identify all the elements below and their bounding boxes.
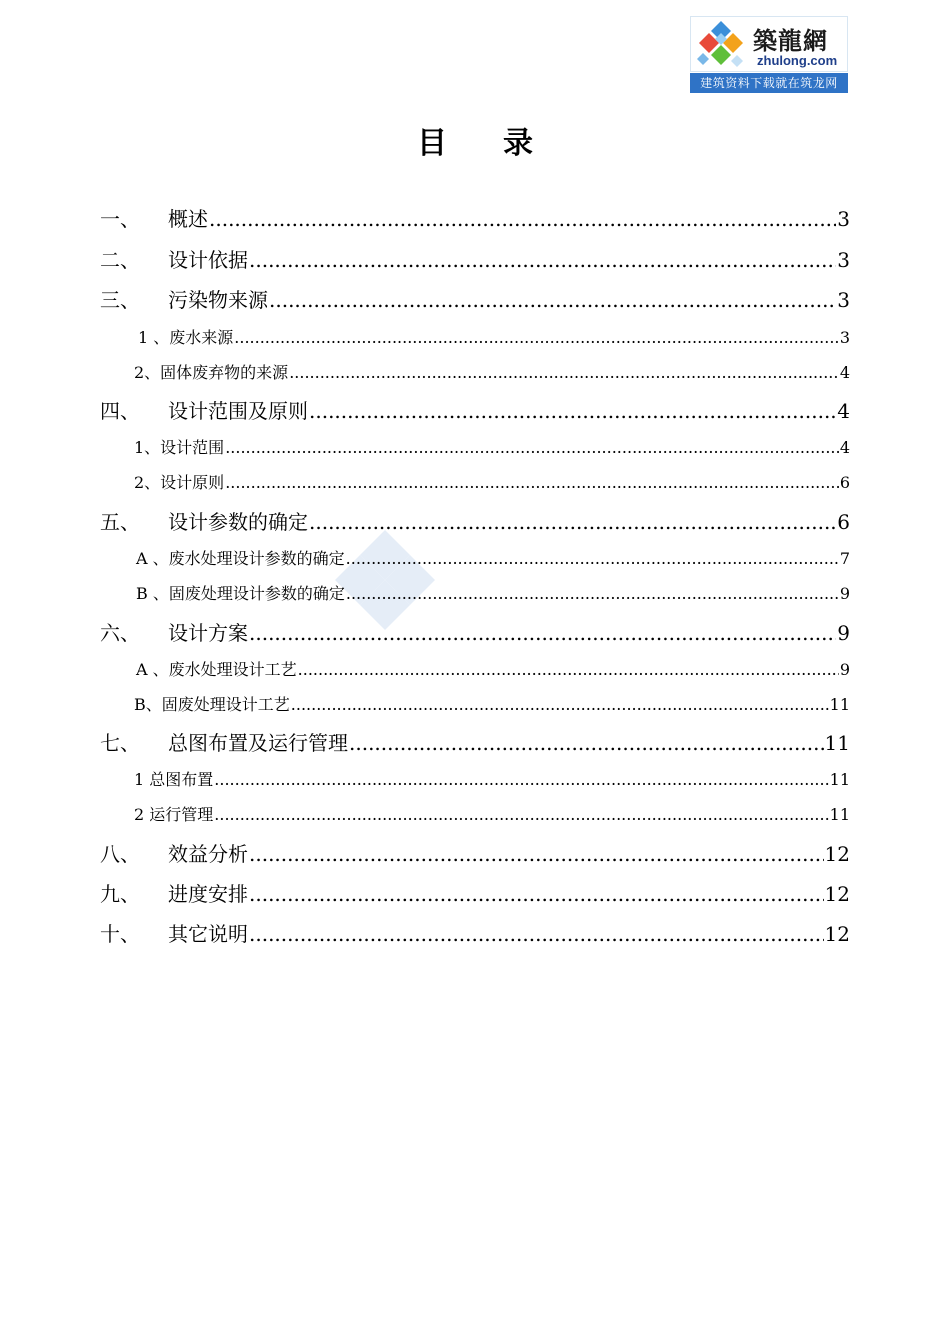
toc-dot-leader: [309, 399, 836, 423]
toc-entry-page: 11: [829, 695, 850, 714]
toc-entry-title: B 、固废处理设计参数的确定: [136, 584, 345, 603]
toc-entry-number: 七、: [100, 731, 140, 755]
page-title: [0, 118, 950, 162]
toc-entry-number: 八、: [100, 842, 140, 866]
toc-entry-page: 3: [839, 328, 850, 347]
toc-entry-title: A 、废水处理设计工艺: [136, 660, 297, 679]
toc-entry-page: 3: [837, 248, 850, 272]
toc-dot-leader: [298, 660, 839, 679]
toc-entry[interactable]: [134, 435, 850, 457]
toc-entry[interactable]: [136, 581, 850, 603]
toc-entry-page: 6: [837, 510, 850, 534]
toc-dot-leader: [249, 621, 836, 645]
toc-entry-page: 9: [837, 621, 850, 645]
logo-panel: [690, 16, 848, 72]
toc-entry-title: 设计范围及原则: [168, 399, 308, 423]
toc-dot-leader: [225, 473, 839, 492]
toc-entry[interactable]: [136, 657, 850, 679]
toc-entry-number: 四、: [100, 399, 140, 423]
toc-entry-title: B、固废处理设计工艺: [134, 695, 290, 714]
toc-entry-title: 总图布置及运行管理: [168, 731, 348, 755]
toc-entry-number: 二、: [100, 248, 140, 272]
logo-name: 築龍網: [753, 26, 828, 55]
toc-entry-page: 6: [839, 473, 850, 492]
toc-entry-page: 9: [839, 660, 850, 679]
toc-entry-title: 设计方案: [168, 621, 248, 645]
toc-entry[interactable]: [100, 506, 850, 534]
toc-entry[interactable]: [134, 470, 850, 492]
toc-entry-title: 2 运行管理: [134, 805, 214, 824]
toc-entry[interactable]: [100, 395, 850, 423]
toc-entry-number: 五、: [100, 510, 140, 534]
toc-entry-title: 效益分析: [168, 842, 248, 866]
toc-entry-title: A 、废水处理设计参数的确定: [136, 549, 345, 568]
toc-entry[interactable]: [134, 767, 850, 789]
logo-domain: zhulong.com: [757, 53, 838, 68]
toc-dot-leader: [269, 288, 836, 312]
toc-entry-page: 7: [839, 549, 850, 568]
toc-entry-title: 污染物来源: [168, 288, 268, 312]
toc-entry-page: 3: [837, 288, 850, 312]
toc-entry-page: 11: [829, 770, 850, 789]
toc-dot-leader: [249, 248, 836, 272]
toc-entry-title: 1、设计范围: [134, 438, 225, 457]
toc-entry-page: 12: [824, 842, 850, 866]
toc-entry[interactable]: [100, 244, 850, 272]
toc-entry-page: 4: [837, 399, 850, 423]
toc-entry-page: 4: [839, 363, 850, 382]
toc-dot-leader: [214, 805, 828, 824]
toc-entry-number: 三、: [100, 288, 140, 312]
toc-entry-number: 一、: [100, 207, 140, 231]
logo-pinwheel-icon: [693, 19, 749, 71]
toc-dot-leader: [249, 882, 824, 906]
toc-entry-page: 11: [829, 805, 850, 824]
toc-entry[interactable]: [134, 692, 850, 714]
toc-entry-page: 9: [839, 584, 850, 603]
toc-entry-title: 1 、废水来源: [138, 328, 234, 347]
title-char-1: 目: [417, 126, 447, 161]
toc-dot-leader: [291, 695, 829, 714]
toc-entry-title: 2、设计原则: [134, 473, 225, 492]
toc-entry-title: 设计参数的确定: [168, 510, 308, 534]
toc-entry-title: 进度安排: [168, 882, 248, 906]
toc-dot-leader: [249, 842, 824, 866]
toc-entry[interactable]: [134, 802, 850, 824]
toc-dot-leader: [289, 363, 839, 382]
toc-entry-title: 其它说明: [168, 922, 248, 946]
toc-entry[interactable]: [100, 203, 850, 231]
toc-entry[interactable]: [100, 727, 850, 755]
toc-entry-title: 设计依据: [168, 248, 248, 272]
toc-entry-page: 3: [837, 207, 850, 231]
toc-entry-title: 概述: [168, 207, 208, 231]
toc-dot-leader: [349, 731, 824, 755]
zhulong-logo: [690, 16, 848, 94]
toc-entry-title: 2、固体废弃物的来源: [134, 363, 289, 382]
toc-entry[interactable]: [100, 838, 850, 866]
toc-dot-leader: [346, 549, 839, 568]
toc-entry-page: 4: [839, 438, 850, 457]
title-char-2: 录: [503, 126, 533, 161]
toc-dot-leader: [309, 510, 836, 534]
toc-entry-number: 六、: [100, 621, 140, 645]
toc-entry-page: 12: [824, 882, 850, 906]
toc-dot-leader: [209, 207, 836, 231]
toc-entry[interactable]: [138, 325, 850, 347]
toc-entry[interactable]: [136, 546, 850, 568]
toc-entry[interactable]: [100, 878, 850, 906]
toc-dot-leader: [346, 584, 839, 603]
toc-entry-number: 十、: [100, 922, 140, 946]
toc-entry-number: 九、: [100, 882, 140, 906]
toc-dot-leader: [249, 922, 824, 946]
toc-entry-title: 1 总图布置: [134, 770, 214, 789]
toc-entry[interactable]: [100, 918, 850, 946]
toc-entry-page: 12: [824, 922, 850, 946]
toc-entry[interactable]: [100, 617, 850, 645]
toc-dot-leader: [234, 328, 839, 347]
toc-entry[interactable]: [134, 360, 850, 382]
logo-slogan: 建筑资料下载就在筑龙网: [690, 73, 848, 93]
toc-dot-leader: [214, 770, 828, 789]
toc-entry-page: 11: [824, 731, 850, 755]
toc-dot-leader: [225, 438, 839, 457]
toc-entry[interactable]: [100, 284, 850, 312]
